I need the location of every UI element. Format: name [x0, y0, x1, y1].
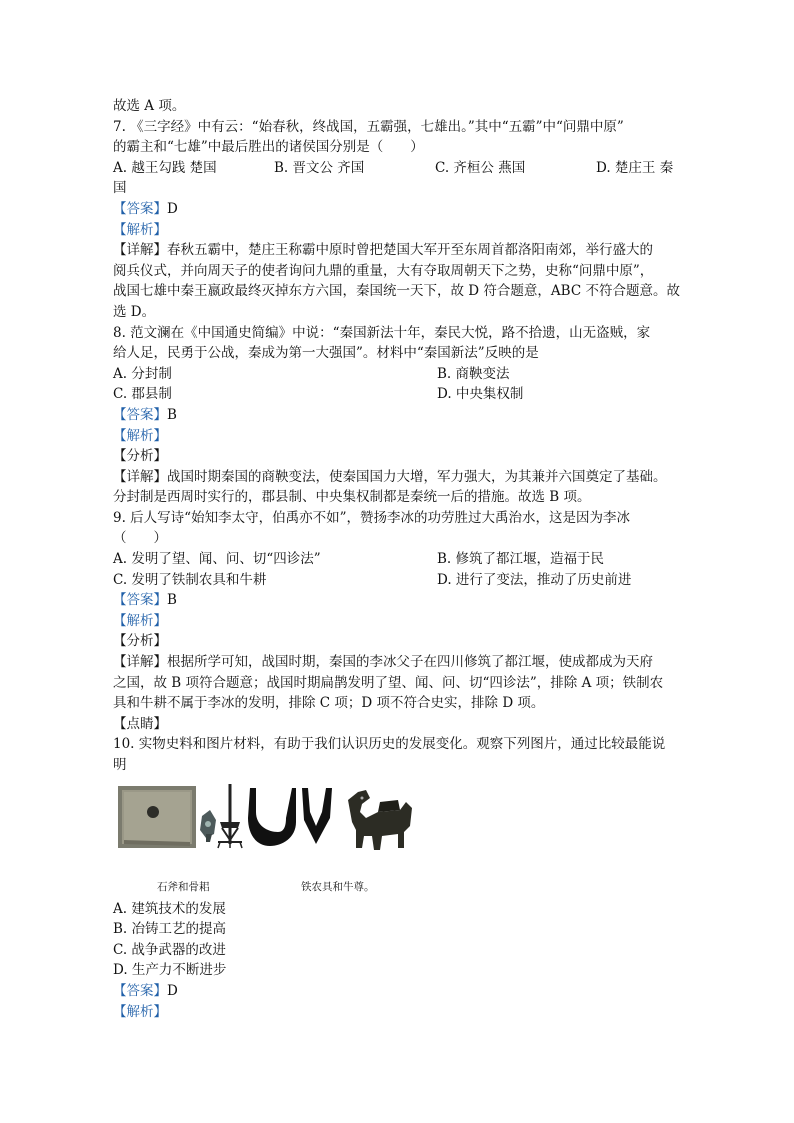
figure-captions: [113, 877, 683, 899]
q10-answer: [113, 981, 683, 1002]
document-page: [113, 96, 683, 1022]
q8-analysis-tag: 【解析】: [113, 427, 167, 444]
q7-detail-line-2: 阅兵仪式，并向周天子的使者询问九鼎的重量，大有夺取周朝天下之势，史称“问鼎中原”，: [113, 262, 654, 279]
answer-value: D: [167, 200, 178, 217]
q9-option-c: C. 发明了铁制农具和牛耕: [113, 571, 267, 588]
detail-tag: 【详解】: [113, 468, 167, 485]
q7-option-d-continued: 国: [113, 180, 127, 197]
detail-text: 春秋五霸中，楚庄王称霸中原时曾把楚国大军开至东周首都洛阳南郊，举行盛大的: [167, 242, 653, 259]
q9-option-b: B. 修筑了都江堰，造福于民: [437, 551, 605, 568]
q8-stem-line-2: 给人足，民勇于公战，秦成为第一大强国”。材料中“秦国新法”反映的是: [113, 345, 539, 362]
iron-plow-image: [248, 788, 332, 846]
q8-fenxi-tag: 【分析】: [113, 448, 167, 465]
question-10: [113, 734, 683, 1022]
q7-detail-line-4: 选 D。: [113, 303, 156, 320]
q7-option-d: D. 楚庄王 秦: [596, 159, 674, 176]
q8-detail-line-1: [113, 467, 683, 488]
answer-tag: 【答案】: [113, 200, 167, 217]
q9-dianjing-tag: 【点睛】: [113, 715, 167, 732]
artifact-figure: [113, 782, 683, 877]
caption-stone-tools: 石斧和骨耜: [157, 880, 210, 893]
answer-tag: 【答案】: [113, 406, 167, 423]
q7-stem-line-1: 7. 《三字经》中有云：“始春秋，终战国，五霸强，七雄出。”其中“五霸”中“问鼎中原”: [113, 118, 624, 135]
iron-hoe-image: [218, 784, 242, 848]
q10-analysis-tag: 【解析】: [113, 1003, 167, 1020]
bone-spade-image: [200, 810, 216, 842]
q9-stem-line-2: （ ）: [113, 530, 167, 547]
q7-option-c: C. 齐桓公 燕国: [435, 159, 526, 176]
ox-zun-image: [348, 790, 412, 850]
q10-option-a: A. 建筑技术的发展: [113, 900, 226, 917]
q10-stem-line-1: 10. 实物史料和图片材料，有助于我们认识历史的发展变化。观察下列图片，通过比较最能说: [113, 736, 666, 753]
question-8: [113, 323, 683, 508]
q8-option-d: D. 中央集权制: [437, 386, 524, 403]
q8-answer: [113, 405, 683, 426]
q8-option-c: C. 郡县制: [113, 386, 172, 403]
caption-iron-tools: 铁农具和牛尊。: [301, 880, 375, 893]
detail-tag: 【详解】: [113, 242, 167, 259]
q9-detail-line-2: 之国，故 B 项符合题意；战国时期扁鹊发明了望、闻、问、切“四诊法”，排除 A 项；铁制农: [113, 674, 664, 691]
q7-answer: [113, 199, 683, 220]
artifact-illustration: [116, 782, 416, 872]
q8-options-row-1: [113, 364, 683, 385]
q10-stem-line-2: 明: [113, 757, 127, 773]
detail-tag: 【详解】: [113, 654, 167, 671]
q10-option-c: C. 战争武器的改进: [113, 941, 226, 958]
q9-fenxi-tag: 【分析】: [113, 633, 167, 650]
answer-tag: 【答案】: [113, 592, 167, 609]
q7-option-a: A. 越王勾践 楚国: [113, 159, 217, 176]
question-7: [113, 117, 683, 323]
q7-options: [113, 158, 683, 179]
q9-stem-line-1: 9. 后人写诗“始知李太守，伯禹亦不如”，赞扬李冰的功劳胜过大禹治水，这是因为李冰: [113, 509, 630, 526]
q9-detail-line-1: [113, 652, 683, 673]
question-9: [113, 508, 683, 735]
q8-option-b: B. 商鞅变法: [437, 365, 510, 382]
answer-value: B: [167, 592, 177, 609]
answer-value: D: [167, 982, 178, 999]
prev-answer-line: 故选 A 项。: [113, 98, 186, 114]
q9-options-row-2: [113, 570, 683, 591]
q9-option-d: D. 进行了变法，推动了历史前进: [437, 571, 632, 588]
detail-text: 根据所学可知，战国时期，秦国的李冰父子在四川修筑了都江堰，使成都成为天府: [167, 654, 653, 671]
q10-option-b: B. 冶铸工艺的提高: [113, 921, 227, 938]
q7-detail-line-3: 战国七雄中秦王嬴政最终灭掉东方六国，秦国统一天下，故 D 符合题意，ABC 不符合题意。故: [113, 283, 680, 300]
answer-value: B: [167, 406, 177, 423]
q8-stem-line-1: 8. 范文澜在《中国通史简编》中说：“秦国新法十年，秦民大悦，路不拾遗，山无盗贼，家: [113, 324, 651, 341]
q9-option-a: A. 发明了望、闻、问、切“四诊法”: [113, 551, 321, 568]
q7-stem-line-2: 的霸主和“七雄”中最后胜出的诸侯国分别是（ ）: [113, 139, 424, 156]
q9-detail-line-3: 具和牛耕不属于李冰的发明，排除 C 项；D 项不符合史实，排除 D 项。: [113, 695, 545, 712]
stone-axe-image: [118, 786, 196, 848]
q9-answer: [113, 590, 683, 611]
q8-options-row-2: [113, 384, 683, 405]
q7-analysis-tag: 【解析】: [113, 221, 167, 238]
answer-tag: 【答案】: [113, 982, 167, 999]
q9-analysis-tag: 【解析】: [113, 612, 167, 629]
q8-option-a: A. 分封制: [113, 365, 172, 382]
q10-option-d: D. 生产力不断进步: [113, 962, 227, 979]
q8-detail-line-2: 分封制是西周时实行的，郡县制、中央集权制都是秦统一后的措施。故选 B 项。: [113, 489, 591, 506]
q7-detail-line-1: [113, 240, 683, 261]
detail-text: 战国时期秦国的商鞅变法，使秦国国力大增，军力强大，为其兼并六国奠定了基础。: [167, 468, 667, 485]
q9-options-row-1: [113, 549, 683, 570]
q7-option-b: B. 晋文公 齐国: [274, 159, 365, 176]
